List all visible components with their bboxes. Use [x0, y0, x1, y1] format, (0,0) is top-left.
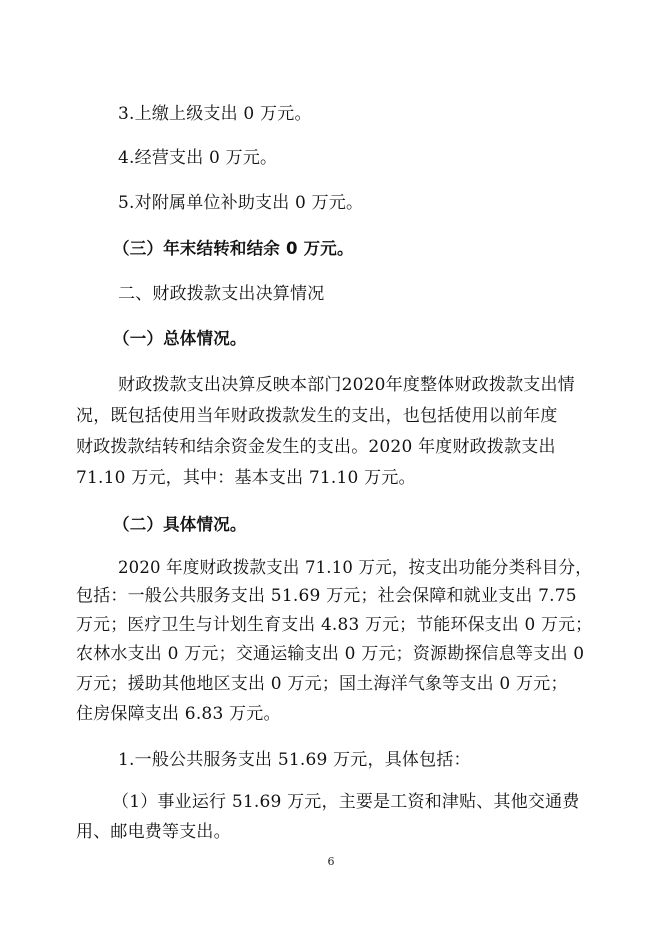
sub-1-heading: （一）总体情况。 [113, 329, 247, 348]
overview-line: 况，既包括使用当年财政拨款发生的支出，也包括使用以前年度 [76, 406, 558, 426]
part-2-heading: 二、财政拨款支出决算情况 [118, 284, 325, 304]
item-5: 5.对附属单位补助支出 0 万元。 [118, 193, 364, 213]
sub-2-heading: （二）具体情况。 [113, 515, 247, 534]
detail-line: 2020 年度财政拨款支出 71.10 万元，按支出功能分类科目分， [118, 558, 592, 578]
detail-line: 万元；援助其他地区支出 0 万元；国土海洋气象等支出 0 万元； [76, 674, 568, 694]
overview-line: 71.10 万元，其中：基本支出 71.10 万元。 [76, 468, 416, 488]
general-service-line: 1.一般公共服务支出 51.69 万元，具体包括： [118, 750, 471, 770]
overview-line: 财政拨款支出决算反映本部门2020年度整体财政拨款支出情 [118, 375, 575, 395]
section-3-heading: （三）年末结转和结余 0 万元。 [113, 239, 354, 258]
operation-line: 用、邮电费等支出。 [76, 822, 231, 842]
detail-line: 万元；医疗卫生与计划生育支出 4.83 万元；节能环保支出 0 万元； [76, 615, 593, 635]
page-number: 6 [327, 855, 335, 868]
detail-line: 农林水支出 0 万元；交通运输支出 0 万元；资源勘探信息等支出 0 [76, 644, 585, 664]
detail-line: 包括：一般公共服务支出 51.69 万元；社会保障和就业支出 7.75 [76, 586, 577, 606]
operation-line: （1）事业运行 51.69 万元，主要是工资和津贴、其他交通费 [112, 792, 580, 812]
item-4: 4.经营支出 0 万元。 [118, 148, 278, 168]
detail-line: 住房保障支出 6.83 万元。 [76, 704, 281, 724]
overview-line: 财政拨款结转和结余资金发生的支出。2020 年度财政拨款支出 [76, 437, 556, 457]
item-3: 3.上缴上级支出 0 万元。 [118, 104, 312, 124]
